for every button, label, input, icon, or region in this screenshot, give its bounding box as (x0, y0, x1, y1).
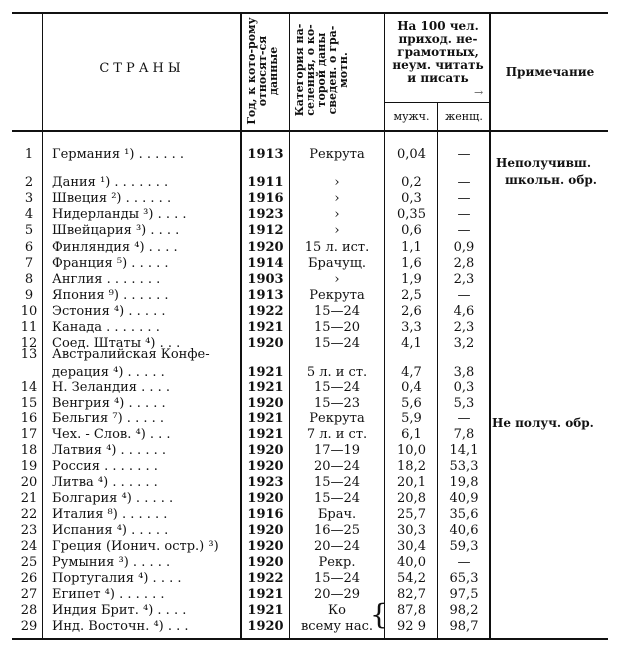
row-category: 15—23 (313, 396, 361, 411)
row-category: 20—29 (313, 587, 361, 602)
row-male: 20,8 (397, 491, 426, 506)
row-number: 29 (20, 619, 38, 634)
row-year: 1921 (247, 603, 284, 618)
note-row-1a: Неполучивш. (496, 156, 591, 170)
row-number: 11 (20, 320, 38, 335)
row-country: Италия ⁸) . . . . . . (52, 507, 168, 522)
row-year: 1913 (247, 147, 284, 162)
row-female: 65,3 (449, 571, 479, 586)
row-country: Литва ⁴) . . . . . . (52, 475, 158, 490)
row-country: Испания ⁴) . . . . . (52, 523, 169, 538)
row-country: Нидерланды ³) . . . . (52, 207, 187, 222)
row-number: 7 (24, 256, 34, 271)
row-year: 1911 (247, 175, 284, 190)
row-year: 1923 (247, 207, 284, 222)
row-country: Германия ¹) . . . . . . (52, 147, 185, 162)
row-country: Эстония ⁴) . . . . . (52, 304, 166, 319)
row-country: Россия . . . . . . . (52, 459, 158, 474)
row-number: 15 (20, 396, 38, 411)
row-male: 4,7 (401, 365, 422, 380)
row-category: Рекрута (309, 411, 365, 426)
row-female: 0,9 (453, 240, 475, 255)
row-male: 87,8 (397, 603, 426, 618)
row-female: 14,1 (449, 443, 479, 458)
row-male: 6,1 (401, 427, 422, 442)
row-category: › (334, 272, 340, 287)
row-male: 1,6 (401, 256, 422, 271)
row-number: 16 (20, 411, 38, 426)
row-female: 35,6 (449, 507, 479, 522)
row-country: Чех. - Слов. ⁴) . . . (52, 427, 171, 442)
row-country: Финляндия ⁴) . . . . (52, 240, 178, 255)
row-category: 15—24 (313, 304, 361, 319)
row-country: Австралийская Конфе- (52, 347, 210, 362)
row-number: 20 (20, 475, 38, 490)
row-country: Япония ⁹) . . . . . . (52, 288, 169, 303)
row-year: 1912 (247, 223, 284, 238)
row-female: 19,8 (449, 475, 479, 490)
row-male: 0,4 (401, 380, 422, 395)
row-female: 3,8 (453, 365, 475, 380)
row-number: 10 (20, 304, 38, 319)
row-male: 10,0 (397, 443, 426, 458)
row-year: 1920 (247, 459, 284, 474)
row-female: — (457, 555, 471, 570)
row-number: 25 (20, 555, 38, 570)
row-category: 15—24 (313, 491, 361, 506)
row-male: 0,35 (397, 207, 426, 222)
row-female: 40,9 (449, 491, 479, 506)
row-year: 1920 (247, 396, 284, 411)
row-number: 14 (20, 380, 38, 395)
row-country: Соед. Штаты ⁴) . . . (52, 336, 181, 351)
col-divider-num (42, 12, 43, 640)
row-country: Бельгия ⁷) . . . . . (52, 411, 164, 426)
header-category: Категория на-селения, о ко-торой даны сведен. о гра-мотн. (293, 23, 350, 117)
header-female: женщ. (445, 110, 483, 123)
table-bottom-border (12, 638, 608, 640)
row-male: 20,1 (397, 475, 426, 490)
row-female: — (457, 175, 471, 190)
row-male: 18,2 (397, 459, 426, 474)
row-category: Рекрута (309, 288, 365, 303)
row-number: 1 (24, 147, 34, 162)
col-divider-male (437, 102, 438, 640)
row-year: 1921 (247, 320, 284, 335)
col-divider-category (384, 12, 385, 640)
note-row-1b: школьн. обр. (505, 173, 597, 187)
row-number: 19 (20, 459, 38, 474)
row-male: 5,6 (401, 396, 422, 411)
row-female: 0,3 (453, 380, 475, 395)
row-country: Франция ⁵) . . . . . (52, 256, 169, 271)
row-category: 20—24 (313, 459, 361, 474)
row-category: 16—25 (313, 523, 361, 538)
row-male: 0,6 (401, 223, 422, 238)
row-year: 1916 (247, 507, 284, 522)
row-year: 1920 (247, 523, 284, 538)
row-country: Болгария ⁴) . . . . . (52, 491, 174, 506)
row-year: 1922 (247, 304, 284, 319)
row-number: 9 (24, 288, 34, 303)
row-category: 5 л. и ст. (306, 365, 368, 380)
row-number: 18 (20, 443, 38, 458)
subheader-divider (384, 102, 490, 103)
row-country: Индия Брит. ⁴) . . . . (52, 603, 187, 618)
row-category: Рекр. (318, 555, 356, 570)
row-number: 26 (20, 571, 38, 586)
row-category: 15—24 (313, 571, 361, 586)
row-country: дерация ⁴) . . . . . (52, 365, 165, 380)
arrow-icon: → (474, 86, 484, 99)
row-number: 4 (24, 207, 34, 222)
row-category: › (334, 175, 340, 190)
row-year: 1920 (247, 491, 284, 506)
row-male: 2,5 (401, 288, 422, 303)
row-number: 6 (24, 240, 34, 255)
row-category: всему нас. (300, 619, 373, 634)
row-year: 1920 (247, 443, 284, 458)
row-male: 5,9 (401, 411, 422, 426)
row-female: — (457, 411, 471, 426)
header-bottom-border (12, 130, 608, 132)
row-number: 21 (20, 491, 38, 506)
row-male: 40,0 (397, 555, 426, 570)
row-female: 98,7 (449, 619, 479, 634)
row-category: 15—20 (313, 320, 361, 335)
row-year: 1920 (247, 539, 284, 554)
row-number: 5 (24, 223, 34, 238)
row-year: 1916 (247, 191, 284, 206)
row-male: 25,7 (397, 507, 426, 522)
row-category: 15 л. ист. (304, 240, 370, 255)
row-number: 22 (20, 507, 38, 522)
row-number: 23 (20, 523, 38, 538)
row-female: 5,3 (453, 396, 475, 411)
row-male: 2,6 (401, 304, 422, 319)
row-male: 0,3 (401, 191, 422, 206)
row-year: 1921 (247, 587, 284, 602)
row-year: 1903 (247, 272, 284, 287)
header-male: мужч. (393, 110, 430, 123)
row-country: Греция (Ионич. остр.) ³) (52, 539, 219, 554)
row-female: 4,6 (453, 304, 475, 319)
header-per100: На 100 чел. приход. не-грамотных, неум. читать и писать (392, 19, 484, 85)
row-number: 17 (20, 427, 38, 442)
row-number: 12 (20, 336, 38, 351)
row-female: 97,5 (449, 587, 479, 602)
row-category: 15—24 (313, 475, 361, 490)
row-category: › (334, 207, 340, 222)
row-category: 15—24 (313, 380, 361, 395)
row-country: Инд. Восточн. ⁴) . . . (52, 619, 189, 634)
row-category: 15—24 (313, 336, 361, 351)
row-male: 30,3 (397, 523, 426, 538)
row-male: 1,9 (401, 272, 422, 287)
row-male: 54,2 (397, 571, 426, 586)
row-male: 30,4 (397, 539, 426, 554)
row-country: Египет ⁴) . . . . . . (52, 587, 165, 602)
row-category: Брач. (317, 507, 357, 522)
row-category: › (334, 223, 340, 238)
row-year: 1921 (247, 411, 284, 426)
row-category: › (334, 191, 340, 206)
row-male: 0,04 (397, 147, 426, 162)
row-year: 1922 (247, 571, 284, 586)
row-country: Португалия ⁴) . . . . (52, 571, 182, 586)
row-number: 8 (24, 272, 34, 287)
row-country: Румыния ³) . . . . . (52, 555, 171, 570)
row-number: 13 (20, 347, 38, 362)
row-male: 0,2 (401, 175, 422, 190)
row-year: 1921 (247, 365, 284, 380)
row-number: 3 (24, 191, 34, 206)
row-country: Канада . . . . . . . (52, 320, 160, 335)
note-row-16: Не получ. обр. (492, 416, 594, 430)
row-country: Венгрия ⁴) . . . . . (52, 396, 166, 411)
row-country: Швейцария ³) . . . . (52, 223, 180, 238)
row-category: 7 л. и ст. (306, 427, 368, 442)
row-country: Латвия ⁴) . . . . . . (52, 443, 166, 458)
row-number: 24 (20, 539, 38, 554)
row-category: Рекрута (309, 147, 365, 162)
row-category: Брачущ. (307, 256, 367, 271)
row-country: Англия . . . . . . . (52, 272, 161, 287)
row-country: Н. Зеландия . . . . (52, 380, 170, 395)
row-female: 2,3 (453, 272, 475, 287)
row-female: — (457, 191, 471, 206)
row-category: 20—24 (313, 539, 361, 554)
row-male: 3,3 (401, 320, 422, 335)
row-year: 1920 (247, 336, 284, 351)
row-male: 82,7 (397, 587, 426, 602)
row-female: — (457, 207, 471, 222)
row-female: 2,8 (453, 256, 475, 271)
row-country: Дания ¹) . . . . . . . (52, 175, 169, 190)
row-year: 1923 (247, 475, 284, 490)
brace-icon: { (370, 598, 388, 631)
row-female: 59,3 (449, 539, 479, 554)
row-male: 4,1 (401, 336, 422, 351)
header-year: Год, к кото-рому относят-ся данные (245, 17, 280, 125)
row-number: 2 (24, 175, 34, 190)
row-female: 7,8 (453, 427, 475, 442)
row-female: 98,2 (449, 603, 479, 618)
row-female: 3,2 (453, 336, 475, 351)
row-year: 1913 (247, 288, 284, 303)
row-year: 1920 (247, 555, 284, 570)
header-countries: СТРАНЫ (99, 61, 185, 76)
row-year: 1921 (247, 380, 284, 395)
row-female: 40,6 (449, 523, 479, 538)
row-male: 1,1 (401, 240, 422, 255)
row-year: 1921 (247, 427, 284, 442)
row-female: — (457, 147, 471, 162)
row-category: 17—19 (313, 443, 361, 458)
col-divider-female (489, 12, 491, 640)
row-country: Швеция ²) . . . . . . (52, 191, 172, 206)
row-year: 1920 (247, 619, 284, 634)
row-year: 1914 (247, 256, 284, 271)
row-female: 53,3 (449, 459, 479, 474)
row-year: 1920 (247, 240, 284, 255)
row-number: 28 (20, 603, 38, 618)
row-number: 27 (20, 587, 38, 602)
row-male: 92 9 (397, 619, 426, 634)
row-female: 2,3 (453, 320, 475, 335)
row-category: Ко (328, 603, 346, 618)
header-note: Примечание (505, 65, 595, 79)
row-female: — (457, 288, 471, 303)
row-female: — (457, 223, 471, 238)
